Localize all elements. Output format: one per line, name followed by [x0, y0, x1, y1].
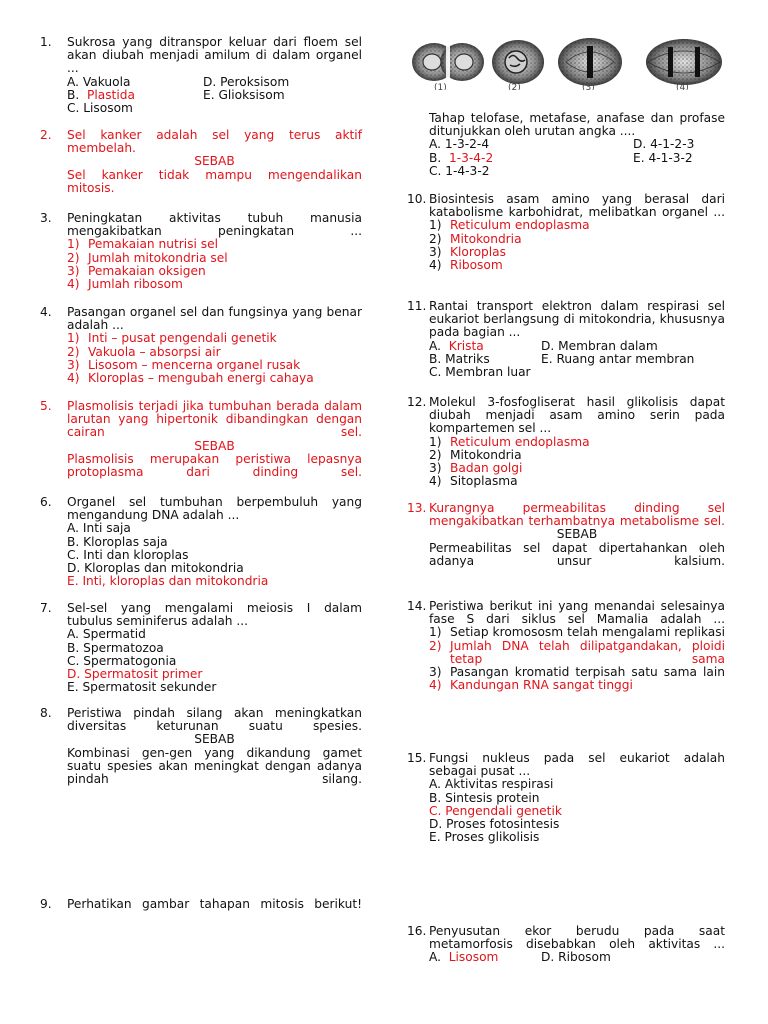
question-number: 2. — [40, 128, 52, 142]
reason: Plasmolisis merupakan peristiwa lepasnya protoplasma dari dinding sel. — [67, 451, 362, 480]
options — [429, 951, 725, 964]
question-number: 3. — [40, 211, 52, 225]
option-d[interactable]: D. Spermatosit primer — [67, 667, 203, 682]
question-stem: Sel-sel yang mengalami meiosis I dalam tubulus seminiferus adalah ... — [67, 601, 362, 629]
question-number: 10. — [407, 192, 427, 206]
reason: Kombinasi gen-gen yang dikandung gamet suatu spesies akan meningkat dengan adanya pindah silang. — [67, 745, 362, 787]
question-number: 9. — [40, 897, 52, 911]
option-e[interactable]: E. Ruang antar membran — [541, 351, 695, 366]
option-a[interactable]: A. Krista — [429, 338, 484, 353]
question-stem: Biosintesis asam amino yang berasal dari katabolisme karbohidrat, melibatkan organel ... — [429, 192, 725, 220]
statement-1[interactable]: 1) Setiap kromososm telah mengalami replikasi — [429, 625, 725, 640]
question-stem: Pasangan organel sel dan fungsinya yang benar adalah ... — [67, 305, 362, 333]
sebab-label: SEBAB — [194, 154, 235, 169]
option-b[interactable]: B. 1-3-4-2 — [429, 150, 494, 165]
question-number: 5. — [40, 399, 52, 413]
statement-4[interactable]: 4) Sitoplasma — [429, 474, 518, 489]
question-stem: Fungsi nukleus pada sel eukariot adalah sebagai pusat ... — [429, 751, 725, 779]
statement-3[interactable]: 3) Kloroplas — [429, 244, 506, 259]
statement: Kurangnya permeabilitas dinding sel mengakibatkan terhambatnya metabolisme sel. — [429, 501, 725, 529]
question-13 — [407, 502, 725, 568]
options — [67, 76, 362, 116]
question-stem: Tahap telofase, metafase, anafase dan profase ditunjukkan oleh urutan angka .... — [429, 111, 725, 139]
option-c[interactable]: C. Membran luar — [429, 365, 531, 380]
question-stem: Organel sel tumbuhan berpembuluh yang mengandung DNA adalah ... — [67, 495, 362, 523]
question-number: 15. — [407, 751, 427, 765]
question-stem: Rantai transport elektron dalam respirasi sel eukariot berlangsung di mitokondria, khususnya pada bagian ... — [429, 299, 725, 340]
figure-label-1: (1) — [434, 83, 447, 90]
question-9-continued — [407, 112, 725, 178]
statement-4[interactable]: 4) Jumlah ribosom — [67, 277, 183, 292]
question-6 — [40, 496, 362, 588]
question-8 — [40, 707, 362, 786]
figure-label-2: (2) — [508, 83, 521, 90]
question-2 — [40, 129, 362, 195]
statements — [429, 219, 725, 272]
reason: Permeabilitas sel dapat dipertahankan oleh adanya unsur kalsium. — [429, 540, 725, 568]
options — [429, 778, 725, 844]
option-d[interactable]: D. Peroksisom — [203, 74, 290, 89]
option-c[interactable]: C. Spermatogonia — [67, 653, 177, 668]
question-1 — [40, 36, 362, 115]
question-number: 8. — [40, 706, 52, 720]
options — [429, 340, 725, 380]
question-number: 13. — [407, 501, 427, 515]
reason: Sel kanker tidak mampu mengendalikan mitosis. — [67, 167, 362, 195]
option-e[interactable]: E. 4-1-3-2 — [633, 150, 693, 165]
option-a[interactable]: A. Inti saja — [67, 521, 131, 536]
option-e[interactable]: E. Inti, kloroplas dan mitokondria — [67, 574, 269, 589]
statements — [429, 436, 725, 489]
question-7 — [40, 602, 362, 694]
question-4 — [40, 306, 362, 385]
statements — [67, 332, 362, 385]
option-c[interactable]: C. 1-4-3-2 — [429, 163, 490, 178]
question-12 — [407, 396, 725, 488]
statements — [67, 238, 362, 291]
question-stem: Sukrosa yang ditranspor keluar dari floem sel akan diubah menjadi amilum di dalam organel ... — [67, 35, 362, 76]
question-number: 4. — [40, 305, 52, 319]
options — [67, 628, 362, 694]
option-c[interactable]: C. Inti dan kloroplas — [67, 547, 189, 562]
statement-2[interactable]: 2) Vakuola – absorpsi air — [67, 344, 221, 359]
statement: Sel kanker adalah sel yang terus aktif membelah. — [67, 128, 362, 156]
statement-2[interactable]: 2) Jumlah mitokondria sel — [67, 250, 228, 265]
question-14 — [407, 600, 725, 692]
option-a[interactable]: A. Spermatid — [67, 627, 146, 642]
cell-2 — [492, 40, 544, 84]
question-number: 7. — [40, 601, 52, 615]
question-15 — [407, 752, 725, 844]
option-d[interactable]: D. Ribosom — [541, 950, 611, 965]
statement: Peristiwa pindah silang akan meningkatkan diversitas keturunan suatu spesies. — [67, 706, 362, 734]
statement-3[interactable]: 3) Pemakaian oksigen — [67, 263, 206, 278]
statement-4[interactable]: 4) Kandungan RNA sangat tinggi — [429, 678, 633, 693]
option-a[interactable]: A. 1-3-2-4 — [429, 137, 490, 152]
cell-3 — [558, 38, 622, 86]
question-9 — [40, 898, 362, 911]
statement-4[interactable]: 4) Ribosom — [429, 258, 503, 273]
statement-1[interactable]: 1) Reticulum endoplasma — [429, 434, 590, 449]
answer-text: 1-3-4-2 — [448, 150, 494, 165]
option-b[interactable]: B. Spermatozoa — [67, 640, 164, 655]
question-stem: Perhatikan gambar tahapan mitosis berikut! — [67, 897, 362, 911]
statement-1[interactable]: 1) Reticulum endoplasma — [429, 218, 590, 233]
mitosis-stages-figure — [410, 34, 728, 90]
question-3 — [40, 212, 362, 291]
option-d[interactable]: D. Kloroplas dan mitokondria — [67, 561, 244, 576]
question-number: 16. — [407, 924, 427, 938]
sebab-label: SEBAB — [194, 732, 235, 747]
option-e[interactable]: E. Proses glikolisis — [429, 830, 540, 845]
statement-3[interactable]: 3) Badan golgi — [429, 461, 523, 476]
sebab-label: SEBAB — [556, 527, 598, 542]
options — [429, 138, 725, 178]
question-10 — [407, 193, 725, 272]
figure-label-3: (3) — [582, 83, 595, 90]
question-stem: Peningkatan aktivitas tubuh manusia mengakibatkan peningkatan ... — [67, 211, 362, 239]
sebab-label: SEBAB — [194, 438, 235, 453]
option-d[interactable]: D. 4-1-2-3 — [633, 137, 695, 152]
statements — [429, 626, 725, 692]
question-number: 1. — [40, 35, 52, 49]
cell-4 — [646, 39, 722, 85]
question-number: 6. — [40, 495, 52, 509]
statement-4[interactable]: 4) Kloroplas – mengubah energi cahaya — [67, 371, 314, 386]
statement: Plasmolisis terjadi jika tumbuhan berada dalam larutan yang hipertonik dibandingkan dengan cairan sel. — [67, 399, 362, 440]
figure-label-4: (4) — [676, 83, 689, 90]
option-e[interactable]: E. Glioksisom — [203, 87, 285, 102]
option-c[interactable]: C. Pengendali genetik — [429, 803, 562, 818]
option-b[interactable]: B. Kloroplas saja — [67, 534, 168, 549]
question-stem: Penyusutan ekor berudu pada saat metamorfosis disebabkan oleh aktivitas ... — [429, 924, 725, 952]
question-5 — [40, 400, 362, 479]
option-c[interactable]: C. Lisosom — [67, 101, 133, 116]
answer-text: Lisosom — [448, 950, 499, 965]
question-stem: Molekul 3-fosfogliserat hasil glikolisis dapat diubah menjadi asam amino serin pada kompartemen sel ... — [429, 395, 725, 436]
option-b[interactable]: B. Plastida — [67, 87, 135, 102]
option-d[interactable]: D. Proses fotosintesis — [429, 817, 560, 832]
statement-1[interactable]: 1) Pemakaian nutrisi sel — [67, 237, 218, 252]
statement-2[interactable]: 2) Jumlah DNA telah dilipatgandakan, ploidi tetap sama — [429, 638, 725, 666]
statement-2[interactable]: 2) Mitokondria — [429, 231, 522, 246]
option-b[interactable]: B. Sintesis protein — [429, 790, 540, 805]
option-e[interactable]: E. Spermatosit sekunder — [67, 680, 217, 695]
statement-1[interactable]: 1) Inti – pusat pengendali genetik — [67, 331, 277, 346]
option-a[interactable]: A. Aktivitas respirasi — [429, 777, 554, 792]
statement-3[interactable]: 3) Lisosom – mencerna organel rusak — [67, 357, 301, 372]
option-a[interactable]: A. Vakuola — [67, 74, 131, 89]
answer-text: Krista — [448, 338, 484, 353]
answer-text: Plastida — [86, 87, 135, 102]
statement-3[interactable]: 3) Pasangan kromatid terpisah satu sama lain — [429, 665, 725, 680]
question-number: 12. — [407, 395, 427, 409]
statement-2[interactable]: 2) Mitokondria — [429, 447, 522, 462]
mitosis-cells-image — [410, 34, 728, 90]
question-16 — [407, 925, 725, 965]
cell-1 — [412, 43, 484, 81]
question-number: 14. — [407, 599, 427, 613]
option-d[interactable]: D. Membran dalam — [541, 338, 658, 353]
options — [67, 522, 362, 588]
question-stem: Peristiwa berikut ini yang menandai selesainya fase S dari siklus sel Mamalia adalah ... — [429, 599, 725, 627]
question-number: 11. — [407, 299, 427, 313]
option-a[interactable]: A. Lisosom — [429, 950, 499, 965]
question-11 — [407, 300, 725, 379]
option-b[interactable]: B. Matriks — [429, 351, 490, 366]
